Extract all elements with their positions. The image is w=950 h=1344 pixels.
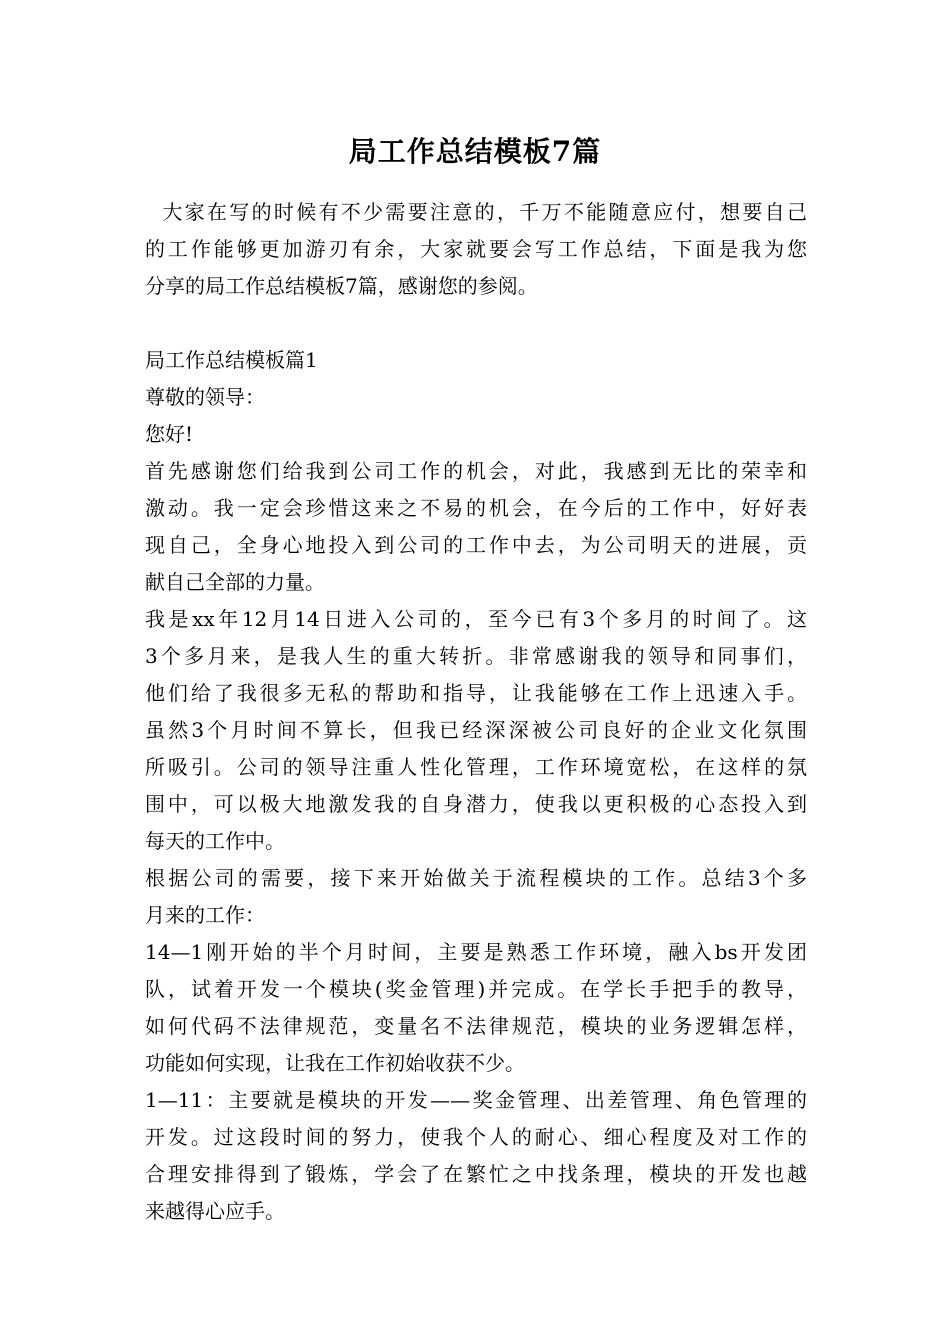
section-heading: 局工作总结模板篇1 [145, 348, 318, 372]
body-line: 14—1刚开始的半个月时间，主要是熟悉工作环境，融入bs开发团 [145, 940, 807, 964]
body-line: 开发。过这段时间的努力，使我个人的耐心、细心程度及对工作的 [145, 1125, 807, 1149]
body-line: 激动。我一定会珍惜这来之不易的机会，在今后的工作中，好好表 [145, 496, 807, 520]
intro-paragraph [145, 194, 807, 305]
body-line: 围中，可以极大地激发我的自身潜力，使我以更积极的心态投入到 [145, 792, 807, 816]
body-line: 所吸引。公司的领导注重人性化管理，工作环境宽松，在这样的氛 [145, 755, 807, 779]
body-text [145, 342, 807, 1230]
body-line: 献自己全部的力量。 [145, 570, 325, 594]
intro-line: 的工作能够更加游刃有余，大家就要会写工作总结，下面是我为您 [145, 237, 807, 261]
body-line: 3个多月来，是我人生的重大转折。非常感谢我的领导和同事们， [145, 644, 807, 668]
body-line: 队，试着开发一个模块(奖金管理)并完成。在学长手把手的教导， [145, 977, 807, 1001]
body-line: 功能如何实现，让我在工作初始收获不少。 [145, 1051, 525, 1075]
body-line: 来越得心应手。 [145, 1199, 285, 1223]
document-title: 局工作总结模板7篇 [348, 135, 602, 168]
body-line: 我是xx年12月14日进入公司的，至今已有3个多月的时间了。这 [145, 607, 807, 631]
body-line: 根据公司的需要，接下来开始做关于流程模块的工作。总结3个多 [145, 866, 807, 890]
body-line: 虽然3个月时间不算长，但我已经深深被公司良好的企业文化氛围 [145, 718, 807, 742]
body-line: 首先感谢您们给我到公司工作的机会，对此，我感到无比的荣幸和 [145, 459, 807, 483]
body-line: 合理安排得到了锻炼，学会了在繁忙之中找条理，模块的开发也越 [145, 1162, 807, 1186]
body-line: 现自己，全身心地投入到公司的工作中去，为公司明天的进展，贡 [145, 533, 807, 557]
greeting: 您好! [145, 422, 194, 446]
body-line: 月来的工作： [145, 903, 265, 927]
intro-line: 大家在写的时候有不少需要注意的，千万不能随意应付，想要自己 [145, 200, 807, 224]
salutation: 尊敬的领导： [145, 385, 265, 409]
body-line: 如何代码不法律规范，变量名不法律规范，模块的业务逻辑怎样， [145, 1014, 807, 1038]
body-line: 每天的工作中。 [145, 829, 285, 853]
body-line: 他们给了我很多无私的帮助和指导，让我能够在工作上迅速入手。 [145, 681, 807, 705]
intro-line: 分享的局工作总结模板7篇，感谢您的参阅。 [145, 274, 538, 298]
body-line: 1—11：主要就是模块的开发——奖金管理、出差管理、角色管理的 [145, 1088, 807, 1112]
